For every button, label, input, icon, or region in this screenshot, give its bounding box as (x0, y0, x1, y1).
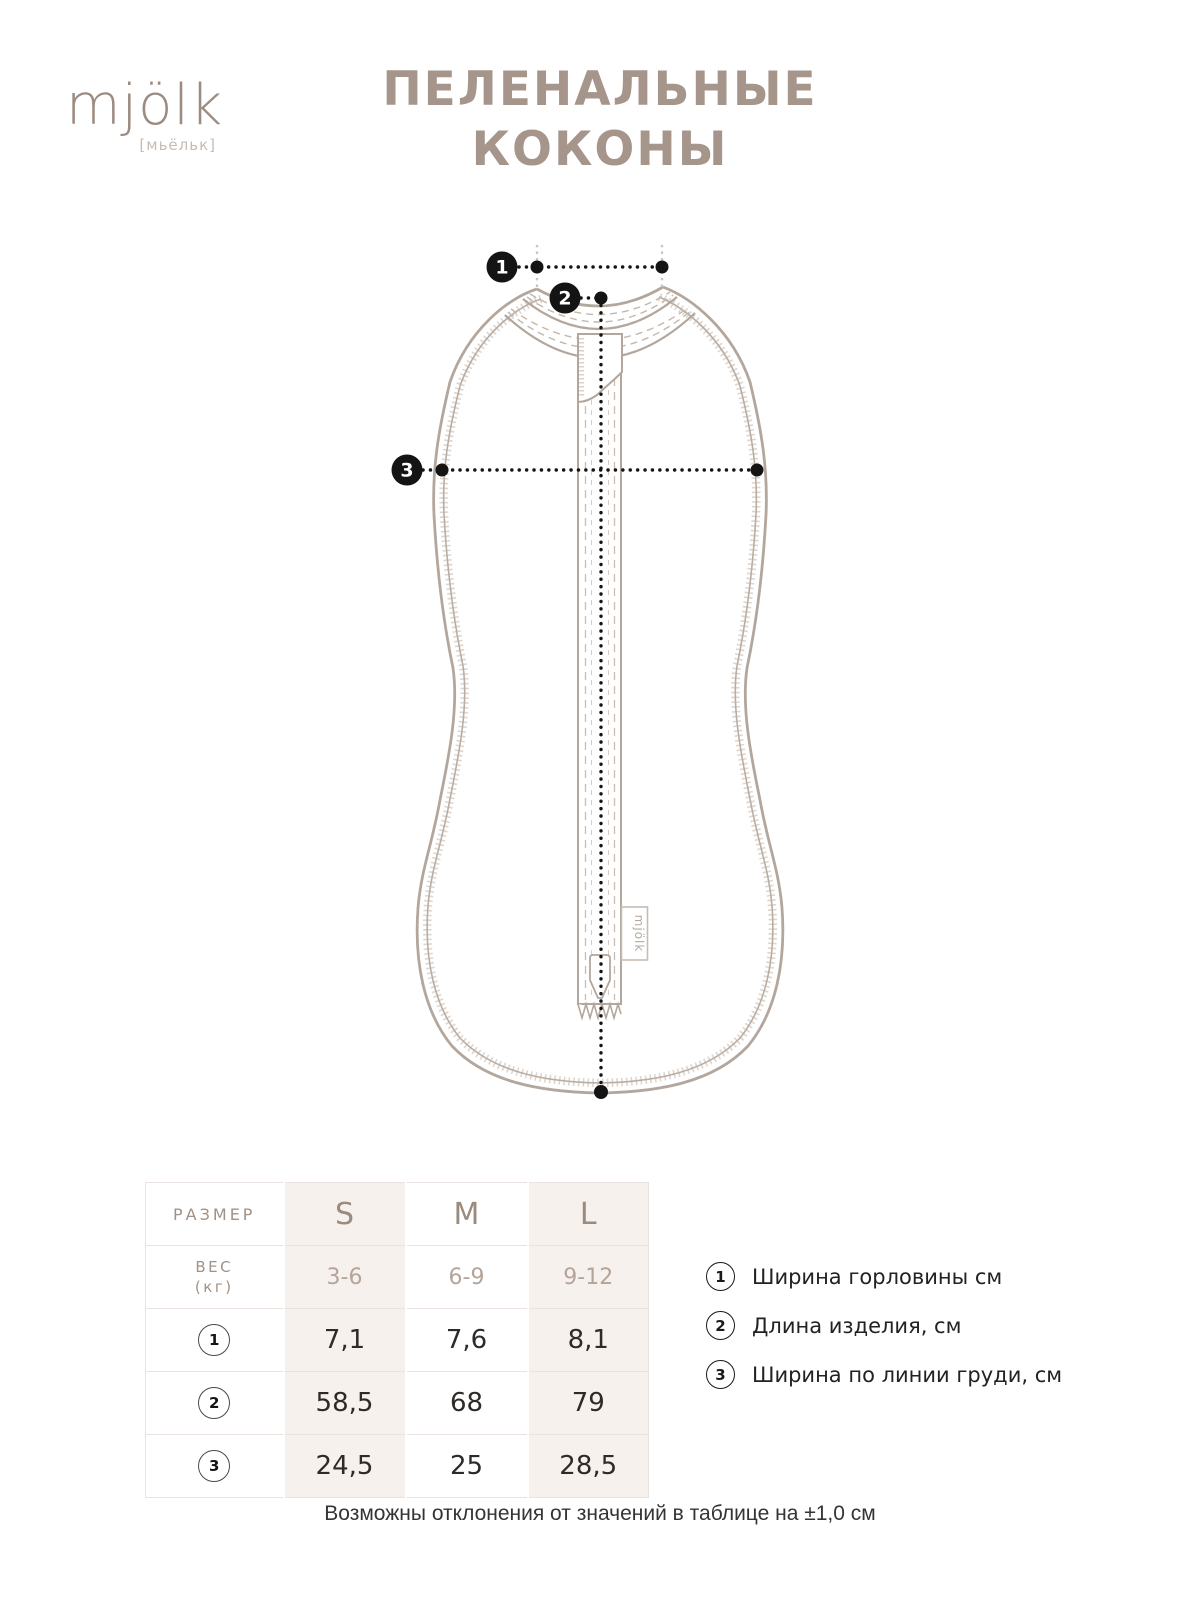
swaddle-cocoon-drawing (385, 235, 800, 1110)
row-marker-3: 3 (198, 1450, 230, 1482)
measure-2-l: 79 (571, 1388, 605, 1418)
legend-label-1: Ширина горловины см (752, 1264, 1003, 1289)
size-l: L (579, 1196, 597, 1232)
page-title: ПЕЛЕНАЛЬНЫЕ КОКОНЫ (382, 62, 818, 178)
marker-2 (550, 283, 581, 314)
swaddle-cocoon-diagram (385, 235, 800, 1110)
marker-1 (487, 252, 518, 283)
measure-3-m: 25 (449, 1451, 484, 1481)
brand-tag-label: mjölk (632, 914, 646, 953)
marker-2-label: 2 (558, 287, 572, 310)
table-row-measure-2 (146, 1372, 649, 1435)
measure-1-m: 7,6 (445, 1325, 488, 1355)
measure-3-l: 28,5 (559, 1451, 618, 1481)
table-row-measure-1 (146, 1309, 649, 1372)
size-m: M (453, 1196, 480, 1232)
weight-s: 3-6 (326, 1264, 363, 1290)
row-marker-1: 1 (198, 1324, 230, 1356)
tolerance-footnote: Возможны отклонения от значений в таблице на ±1,0 см (324, 1502, 876, 1525)
marker-1-label: 1 (495, 256, 509, 279)
marker-3-label: 3 (400, 459, 414, 482)
measure-1-dot-left (531, 261, 544, 274)
measure-1-s: 7,1 (323, 1325, 366, 1355)
measure-2-dot-bottom (594, 1085, 608, 1099)
legend-marker-2: 2 (706, 1311, 735, 1340)
legend-item-1 (706, 1262, 1062, 1291)
row-marker-2: 2 (198, 1387, 230, 1419)
measure-2-m: 68 (449, 1388, 484, 1418)
measure-3-s: 24,5 (315, 1451, 374, 1481)
measure-2-dot-top (595, 292, 608, 305)
measure-1-l: 8,1 (567, 1325, 609, 1355)
measure-3-dot-left (436, 464, 449, 477)
legend-label-2: Длина изделия, см (752, 1313, 962, 1338)
table-row-header (146, 1183, 649, 1246)
measurement-legend (706, 1262, 1062, 1389)
table-row-weight (146, 1246, 649, 1309)
legend-label-3: Ширина по линии груди, см (752, 1362, 1063, 1387)
legend-item-2 (706, 1311, 1062, 1340)
weight-label-line2: (кг) (194, 1278, 234, 1296)
size-s: S (334, 1196, 355, 1232)
brand-logo-text: mjölk (66, 73, 224, 138)
measure-3-dot-right (751, 464, 764, 477)
legend-marker-3: 3 (706, 1360, 735, 1389)
size-table (145, 1182, 649, 1498)
table-row-measure-3 (146, 1435, 649, 1498)
weight-label-line1: ВЕС (195, 1257, 234, 1276)
measure-2-s: 58,5 (315, 1388, 374, 1418)
size-header-label: РАЗМЕР (173, 1204, 256, 1224)
legend-item-3 (706, 1360, 1062, 1389)
brand-logo (66, 73, 224, 154)
measure-1-dot-right (656, 261, 669, 274)
weight-l: 9-12 (563, 1264, 614, 1290)
marker-3 (392, 455, 423, 486)
weight-m: 6-9 (448, 1264, 485, 1290)
legend-marker-1: 1 (706, 1262, 735, 1291)
brand-logo-transcription: [мьёльк] (139, 136, 216, 154)
